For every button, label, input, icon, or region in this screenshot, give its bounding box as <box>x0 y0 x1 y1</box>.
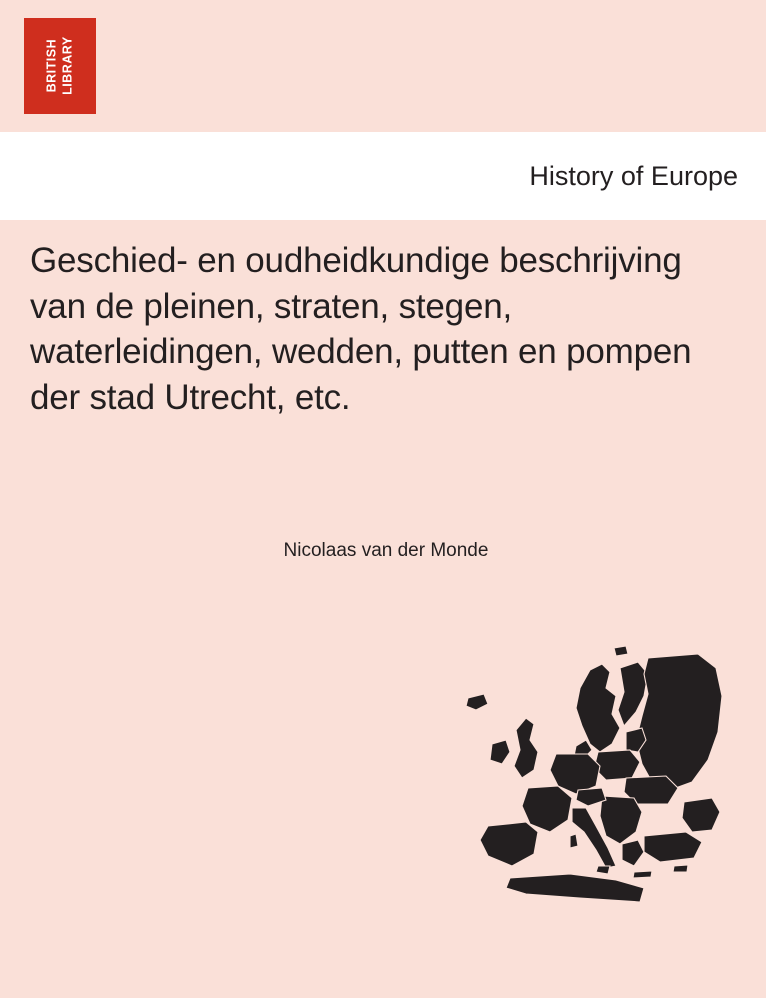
europe-map-icon <box>430 640 740 950</box>
subject-label: History of Europe <box>529 160 738 191</box>
author-name: Nicolaas van der Monde <box>283 540 489 561</box>
british-library-logo <box>24 18 96 114</box>
cover-top-band <box>0 0 766 132</box>
subject-strip <box>0 132 766 220</box>
author-block <box>30 540 742 562</box>
british-library-logo-text <box>44 37 75 96</box>
page-title: Geschied- en oudheidkundige beschrijving van de pleinen, straten, stegen, waterleidingen, wedden, putten en pompen der stad Utrecht, etc. <box>30 241 692 417</box>
title-block <box>30 238 742 420</box>
logo-line-2: LIBRARY <box>60 36 74 96</box>
logo-line-1: BRITISH <box>44 39 59 93</box>
